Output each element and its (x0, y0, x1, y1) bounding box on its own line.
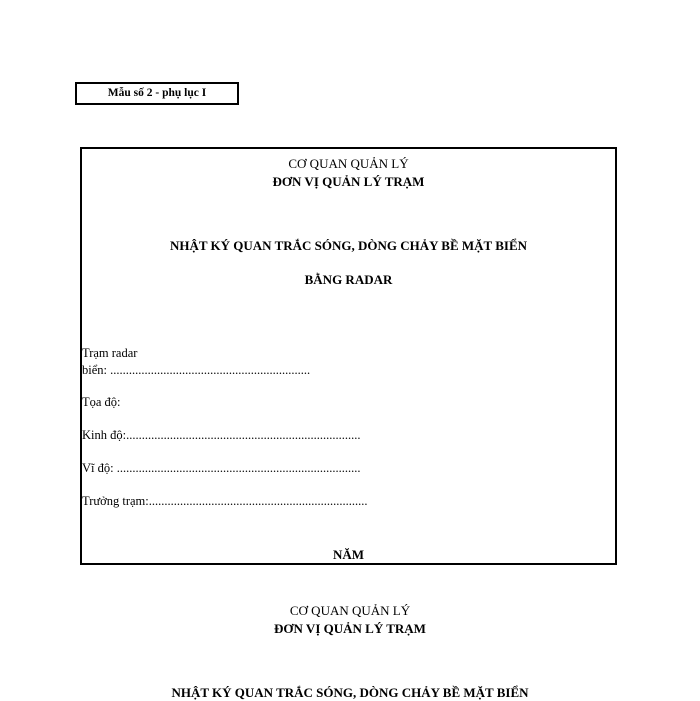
station-field-line1: Trạm radar (82, 346, 138, 360)
logbook-title-line2: BẰNG RADAR (304, 272, 393, 287)
longitude-field: Kinh độ:........................................................................... (82, 428, 361, 442)
second-agency-name: CƠ QUAN QUẢN LÝ (289, 603, 411, 618)
station-unit-name: ĐƠN VỊ QUẢN LÝ TRẠM (272, 174, 425, 189)
second-station-unit-name: ĐƠN VỊ QUẢN LÝ TRẠM (274, 621, 426, 636)
logbook-title-line1: NHẬT KÝ QUAN TRẮC SÓNG, DÒNG CHẢY BỀ MẶT BIỂN (169, 238, 528, 253)
station-head-field: Trưởng trạm:...................................................................... (82, 494, 368, 508)
coordinates-field: Tọa độ: (82, 395, 121, 409)
cover-page-box (80, 147, 617, 565)
station-field-line2: biển: ................................................................ (82, 363, 311, 377)
form-number-label: Mẫu số 2 - phụ lục I (75, 82, 239, 105)
agency-name: CƠ QUAN QUẢN LÝ (288, 156, 409, 171)
year-label: NĂM (332, 547, 365, 562)
latitude-field: Vĩ độ: .............................................................................. (82, 461, 361, 475)
second-logbook-title-line1: NHẬT KÝ QUAN TRẮC SÓNG, DÒNG CHẢY BỀ MẶT BIỂN (171, 685, 529, 700)
